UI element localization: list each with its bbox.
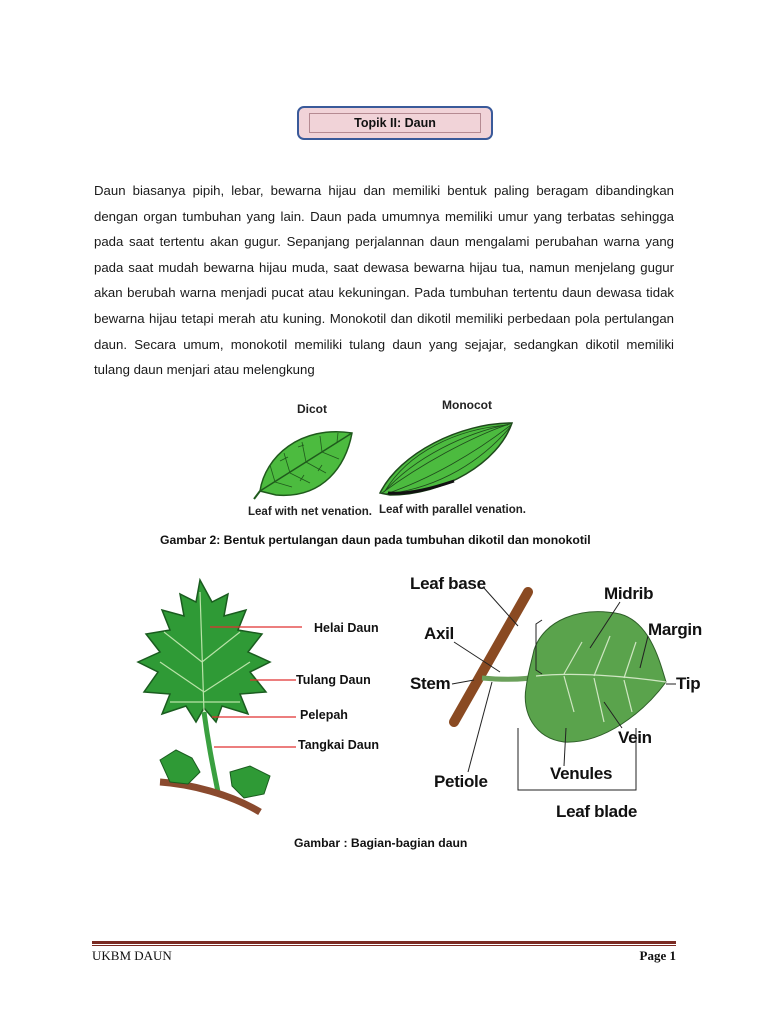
label-tulang-daun: Tulang Daun (296, 673, 371, 687)
figure-parts-caption: Gambar : Bagian-bagian daun (294, 836, 468, 850)
label-midrib: Midrib (604, 584, 654, 603)
label-margin: Margin (648, 620, 702, 639)
footer-rule-thin (92, 945, 676, 946)
topic-title-box (297, 106, 493, 140)
maple-leaf-illustration (100, 572, 400, 822)
footer-rule-thick (92, 941, 676, 944)
monocot-leaf-drawing (380, 423, 512, 495)
figure-2-caption: Gambar 2: Bentuk pertulangan daun pada tumbuhan dikotil dan monokotil (160, 533, 591, 547)
label-axil: Axil (424, 624, 454, 643)
dicot-caption: Leaf with net venation. (248, 506, 372, 518)
footer-page-number: Page 1 (639, 948, 676, 963)
label-helai-daun: Helai Daun (314, 621, 379, 635)
leaf-anatomy-figure (404, 572, 704, 822)
maple-leaf-figure (100, 572, 400, 822)
label-stem: Stem (410, 674, 451, 693)
label-leaf-base: Leaf base (410, 574, 486, 593)
body-paragraph: Daun biasanya pipih, lebar, bewarna hijau dan memiliki bentuk paling beragam dibandingkan dengan organ tumbuhan yang lain. Daun pada umumnya memiliki umur yang terbatas sehingga pada saat tertentu akan gugur. Sepanjang perjalannan daun mengalami perubahan warna yang pada saat mudah bewarna hijau muda, saat dewasa bewarna hijau tua, namun menjelang gugur akan berubah warna menjadi pucat atau kekuningan. Pada tumbuhan tertentu daun dewasa tidak bewarna hijau tetapi merah atu kuning. Monokotil dan dikotil memiliki perbedaan pola pertulangan daun. Secara umum, monokotil memiliki tulang daun yang sejajar, sedangkan dikotil memiliki tulang daun menjari atau melengkung (94, 183, 674, 378)
label-pelepah: Pelepah (300, 708, 348, 722)
dicot-title: Dicot (297, 402, 327, 416)
label-petiole: Petiole (434, 772, 488, 791)
dicot-monocot-figure (240, 395, 540, 525)
label-tangkai-daun: Tangkai Daun (298, 738, 380, 752)
label-leaf-blade: Leaf blade (556, 802, 638, 821)
topic-title: Topik II: Daun (309, 113, 481, 133)
label-tip: Tip (676, 674, 701, 693)
label-vein: Vein (618, 728, 652, 747)
monocot-title: Monocot (442, 398, 492, 412)
footer-document-title: UKBM DAUN (92, 948, 172, 963)
dicot-leaf-drawing (254, 432, 352, 499)
monocot-caption: Leaf with parallel venation. (379, 504, 526, 516)
label-venules: Venules (550, 764, 613, 783)
